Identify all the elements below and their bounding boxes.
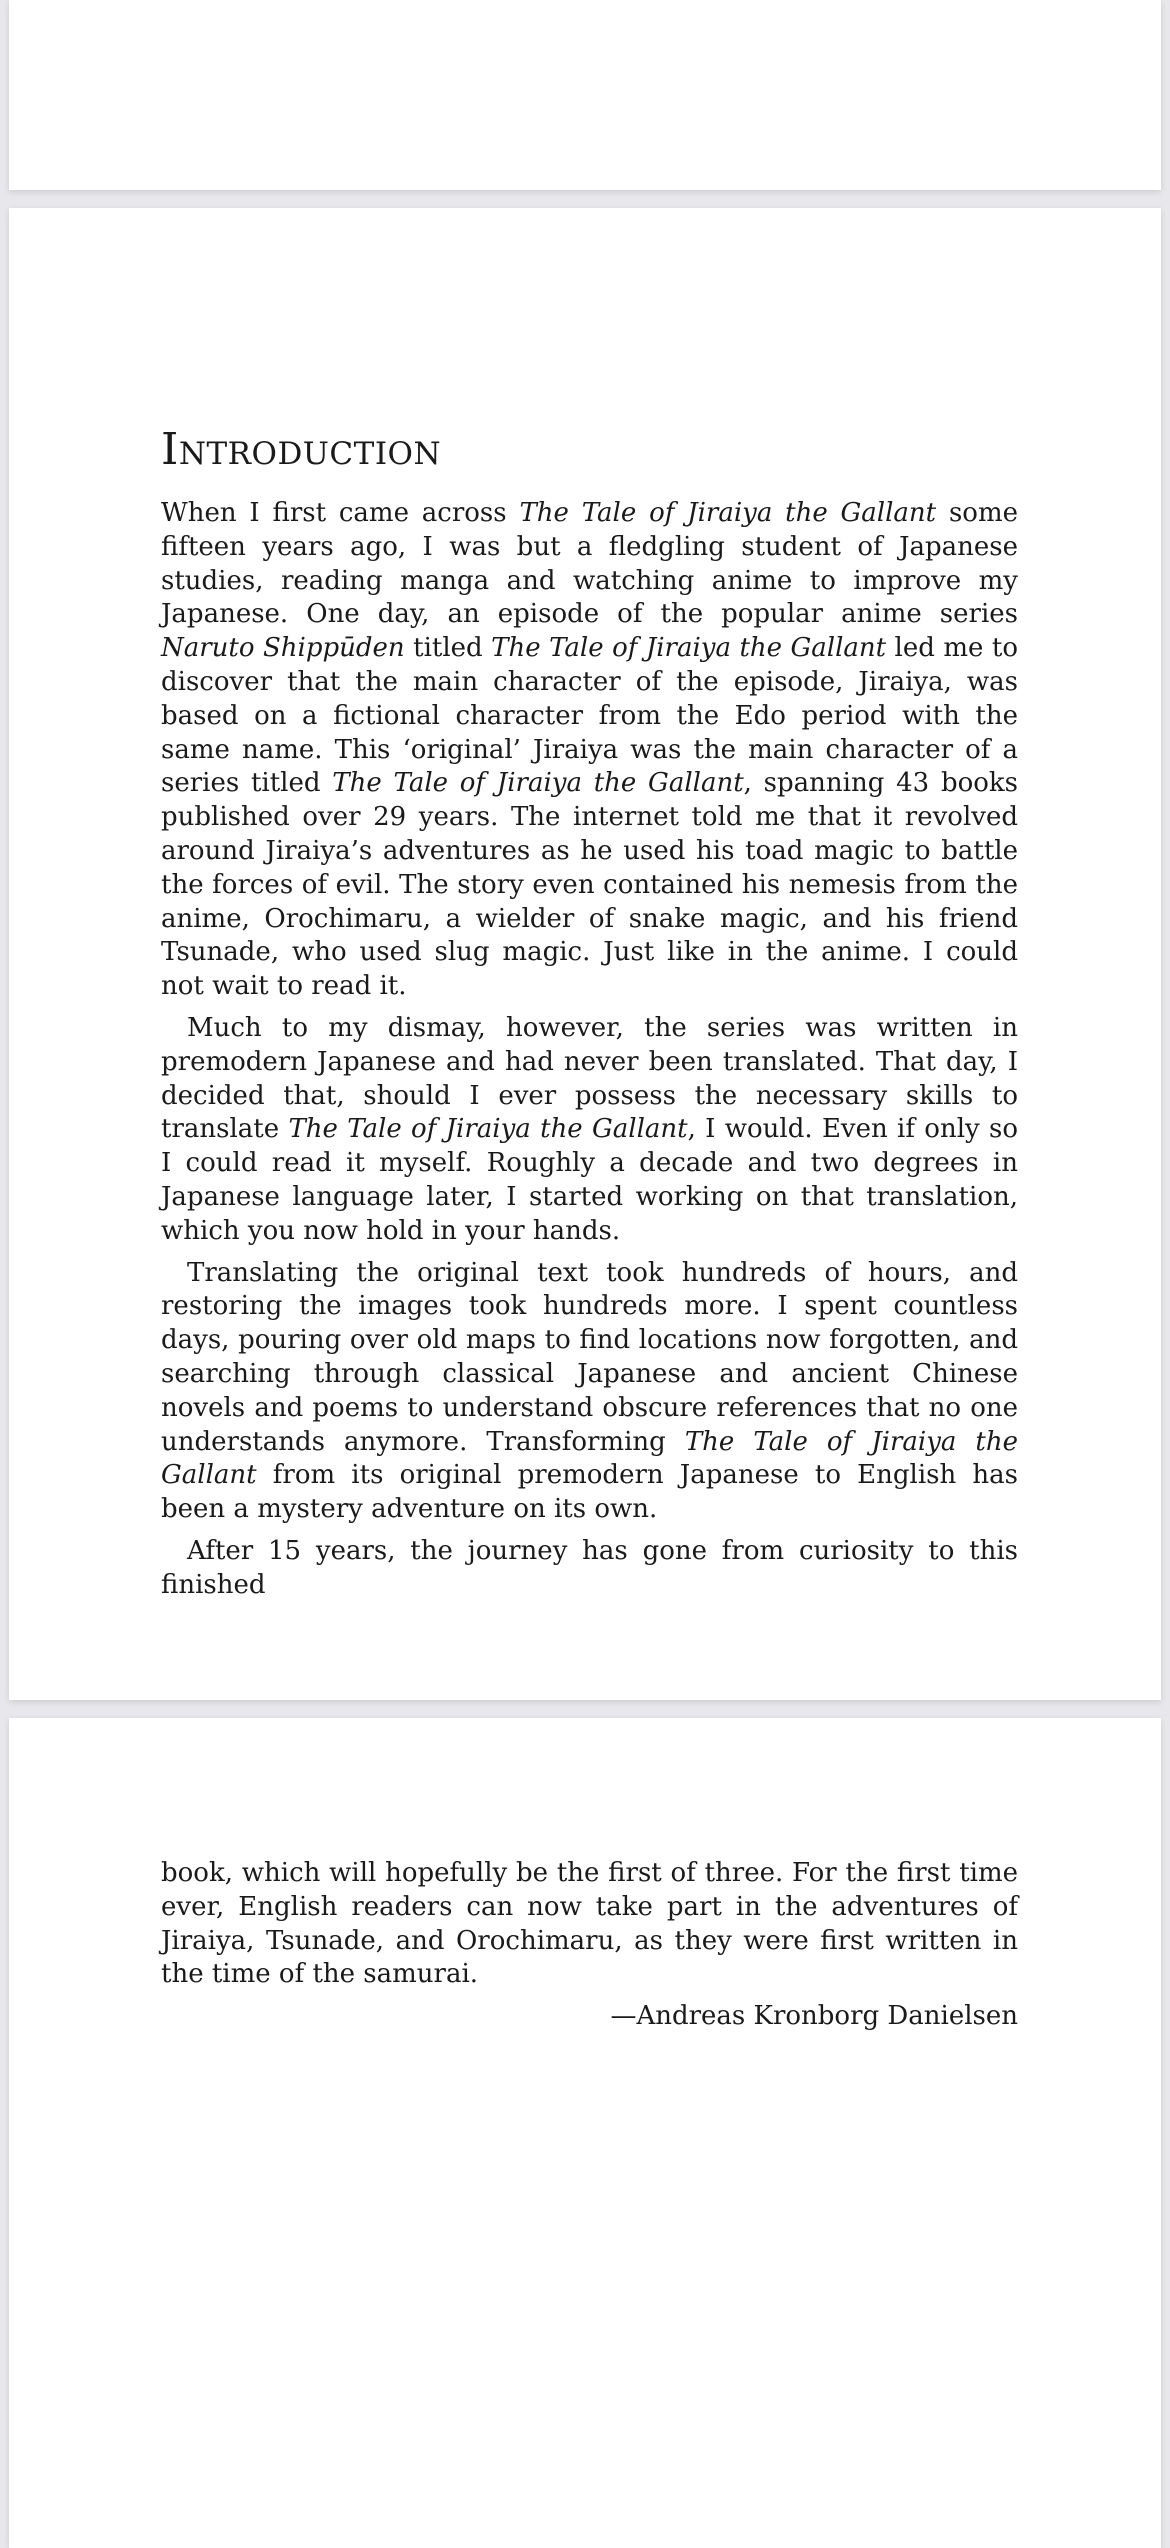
italic-title-run: The Tale of Jiraiya the Gallant xyxy=(161,1426,1018,1491)
text-run: titled xyxy=(404,633,492,664)
book-page-continued xyxy=(9,1718,1161,2548)
text-run: After 15 years, the journey has gone from curiosity to this finished xyxy=(161,1535,1018,1600)
continued-text-block xyxy=(161,1857,1018,2034)
paragraph-4 xyxy=(161,1535,1018,1603)
italic-title-run: Naruto Shippūden xyxy=(161,633,405,664)
text-run: Much to my dismay, however, the series was written in premodern Japanese and had never been translated. That day, I decided that, should I ever possess the necessary skills to translate xyxy=(161,1012,1018,1145)
italic-title-run: The Tale of Jiraiya the Gallant xyxy=(491,633,887,664)
author-signature: —Andreas Kronborg Danielsen xyxy=(610,2001,1018,2032)
text-run: led me to discover that the main character of the episode, Jiraiya, was based on a fictional character from the Edo period with the same name. This ‘original’ Jiraiya was the main character of a series titled xyxy=(161,633,1018,799)
chapter-heading: Introduction xyxy=(161,424,442,475)
continued-paragraph: book, which will hopefully be the first of three. For the first time ever, English readers can now take part in the adventures of Jiraiya, Tsunade, and Orochimaru, as they were first written in the time of the samurai. xyxy=(161,1858,1018,1990)
previous-page xyxy=(9,0,1161,190)
text-run: some fifteen years ago, I was but a fledgling student of Japanese studies, reading manga and watching anime to improve my Japanese. One day, an episode of the popular anime series xyxy=(161,498,1018,630)
paragraph-3 xyxy=(161,1257,1018,1527)
text-run: When I first came across xyxy=(161,498,520,528)
paragraph-1 xyxy=(161,497,1018,1004)
introduction-text-block xyxy=(161,424,1018,1603)
book-page-introduction xyxy=(9,208,1161,1700)
text-run: Translating the original text took hundreds of hours, and restoring the images took hundreds more. I spent countless days, pouring over old maps to find locations now forgotten, and searching through classical Japanese and ancient Chinese novels and poems to understand obscure references that no one understands anymore. Transforming xyxy=(161,1257,1018,1457)
text-run: , I would. Even if only so I could read it myself. Roughly a decade and two degrees in Japanese language later, I started working on that translation, which you now hold in your hands. xyxy=(161,1114,1019,1246)
text-run: , spanning 43 books published over 29 years. The internet told me that it revolved around Jiraiya’s adventures as he used his toad magic to battle the forces of evil. The story even contained his nemesis from the anime, Orochimaru, a wielder of snake magic, and his friend Tsunade, who used slug magic. Just like in the anime. I could not wait to read it. xyxy=(161,768,1018,1002)
italic-title-run: The Tale of Jiraiya the Gallant xyxy=(519,498,937,528)
italic-title-run: The Tale of Jiraiya the Gallant xyxy=(332,768,744,799)
italic-title-run: The Tale of Jiraiya the Gallant xyxy=(288,1114,688,1145)
text-run: from its original premodern Japanese to English has been a mystery adventure on its own. xyxy=(161,1460,1018,1525)
paragraph-2 xyxy=(161,1012,1018,1249)
